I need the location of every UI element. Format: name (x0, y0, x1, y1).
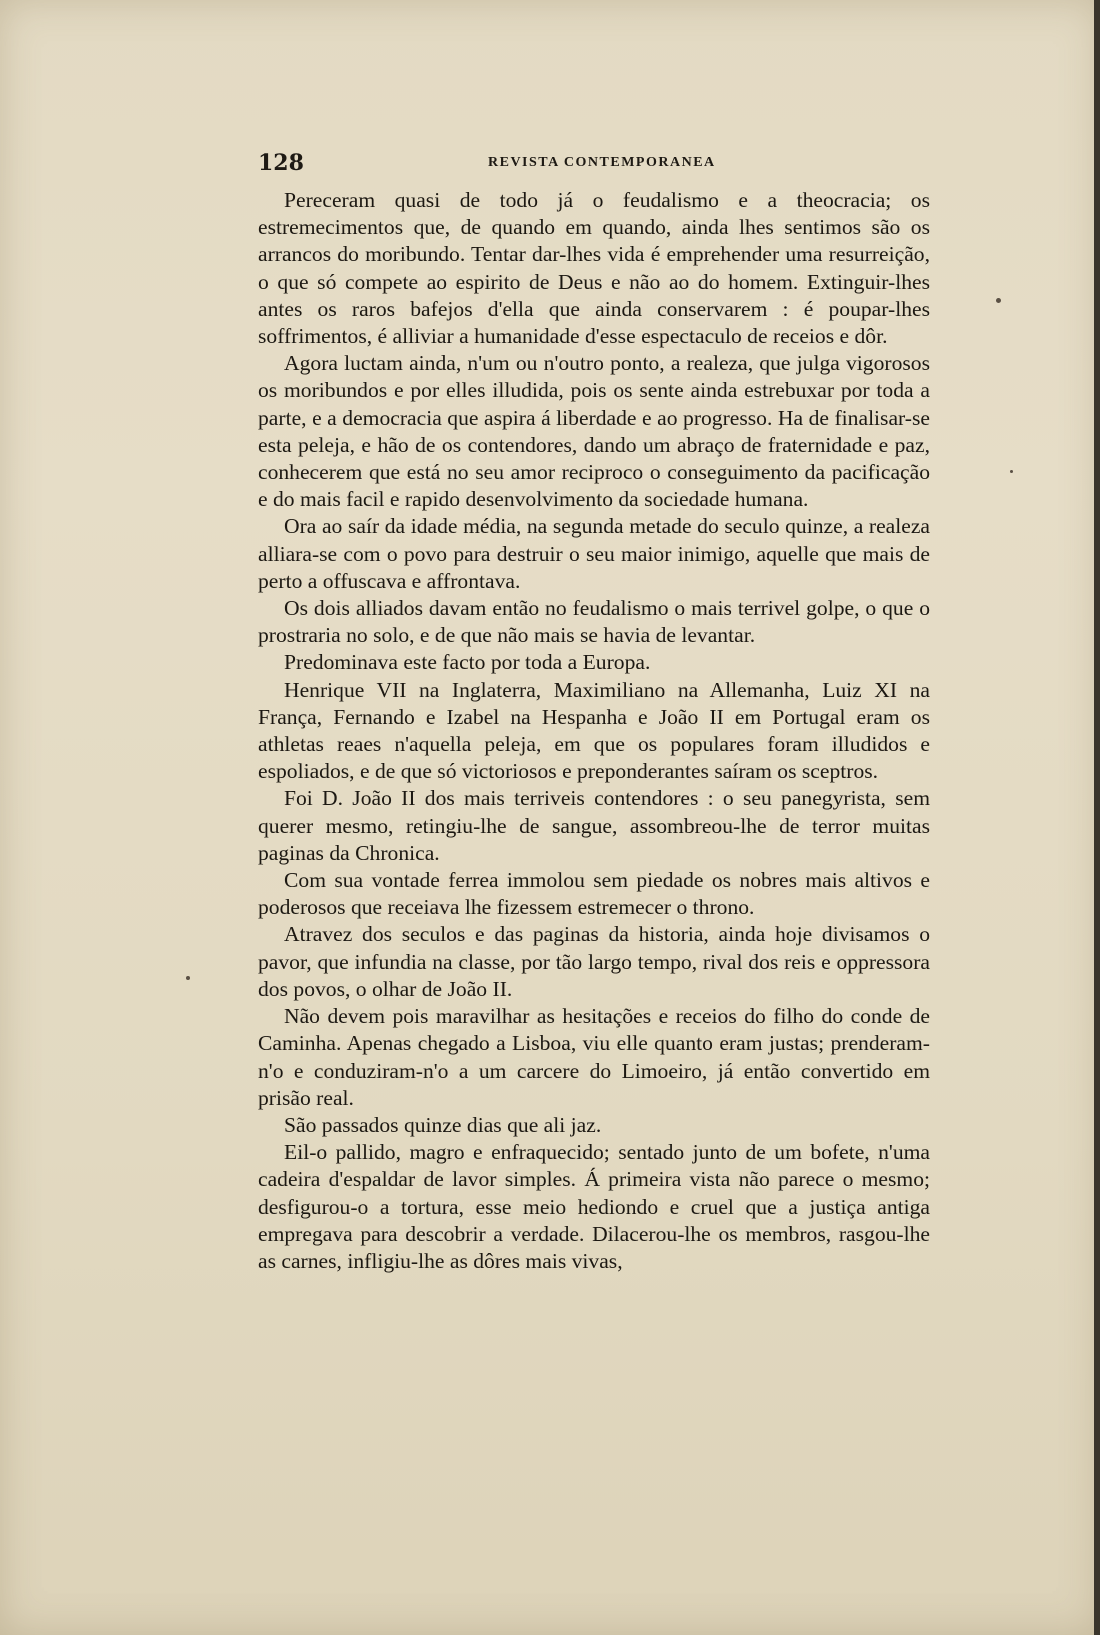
paragraph: Agora luctam ainda, n'um ou n'outro ponto, a realeza, que julga vigorosos os moribundos e por elles illudida, pois os sente ainda estrebuxar por toda a parte, e a democracia que aspira á liberdade e ao progresso. Ha de finalisar-se esta peleja, e hão de os contendores, dando um abraço de fraternidade e paz, conhecerem que está no seu amor reciproco o conseguimento da pacificação e do mais facil e rapido desenvolvimento da sociedade humana. (258, 351, 930, 512)
page-header (258, 150, 930, 180)
paragraph: Os dois alliados davam então no feudalismo o mais terrivel golpe, o que o prostraria no solo, e de que não mais se havia de levantar. (258, 596, 930, 648)
paragraph: Com sua vontade ferrea immolou sem piedade os nobres mais altivos e poderosos que receiava lhe fizessem estremecer o throno. (258, 868, 930, 920)
paragraph: Henrique VII na Inglaterra, Maximiliano na Allemanha, Luiz XI na França, Fernando e Izabel na Hespanha e João II em Portugal eram os athletas reaes n'aquella peleja, em que os populares foram illudidos e espoliados, e de que só victoriosos e preponderantes saíram os sceptros. (258, 677, 930, 784)
paragraph: Foi D. João II dos mais terriveis contendores : o seu panegyrista, sem querer mesmo, retingiu-lhe de sangue, assombreou-lhe de terror muitas paginas da Chronica. (258, 786, 930, 865)
paragraph: Pereceram quasi de todo já o feudalismo e a theocracia; os estremecimentos que, de quando em quando, ainda lhes sentimos são os arrancos do moribundo. Tentar dar-lhes vida é emprehender uma resurreição, o que só compete ao espirito de Deus e não ao do homem. Extinguir-lhes antes os raros bafejos d'ella que ainda conservarem : é poupar-lhes soffrimentos, é alliviar a humanidade d'esse espectaculo de receios e dôr. (258, 188, 930, 349)
paragraph: Não devem pois maravilhar as hesitações e receios do filho do conde de Caminha. Apenas chegado a Lisboa, viu elle quanto eram justas; prenderam-n'o e conduziram-n'o a um carcere do Limoeiro, já então convertido em prisão real. (258, 1004, 930, 1110)
page-edge-shadow (1094, 0, 1100, 1635)
paragraph: Predominava este facto por toda a Europa. (284, 650, 651, 675)
paragraph: Eil-o pallido, magro e enfraquecido; sentado junto de um bofete, n'uma cadeira d'espaldar de lavor simples. Á primeira vista não parece o mesmo; desfigurou-o a tortura, esse meio hediondo e cruel que a justiça antiga empregava para descobrir a verdade. Dilacerou-lhe os membros, rasgou-lhe as carnes, infligiu-lhe as dôres mais vivas, (258, 1140, 930, 1273)
ink-speck (186, 976, 190, 980)
paragraph: São passados quinze dias que ali jaz. (284, 1112, 602, 1137)
ink-speck (996, 298, 1001, 303)
paragraph: Ora ao saír da idade média, na segunda metade do seculo quinze, a realeza alliara-se com o povo para destruir o seu maior inimigo, aquelle que mais de perto a offuscava e affrontava. (258, 514, 930, 593)
paragraph: Atravez dos seculos e das paginas da historia, ainda hoje divisamos o pavor, que infundia na classe, por tão largo tempo, rival dos reis e oppressora dos povos, o olhar de João II. (258, 922, 930, 1001)
running-title: REVISTA CONTEMPORANEA (488, 155, 716, 170)
page-number: 128 (258, 150, 304, 176)
ink-speck (1010, 470, 1013, 473)
body-text (258, 187, 930, 1275)
